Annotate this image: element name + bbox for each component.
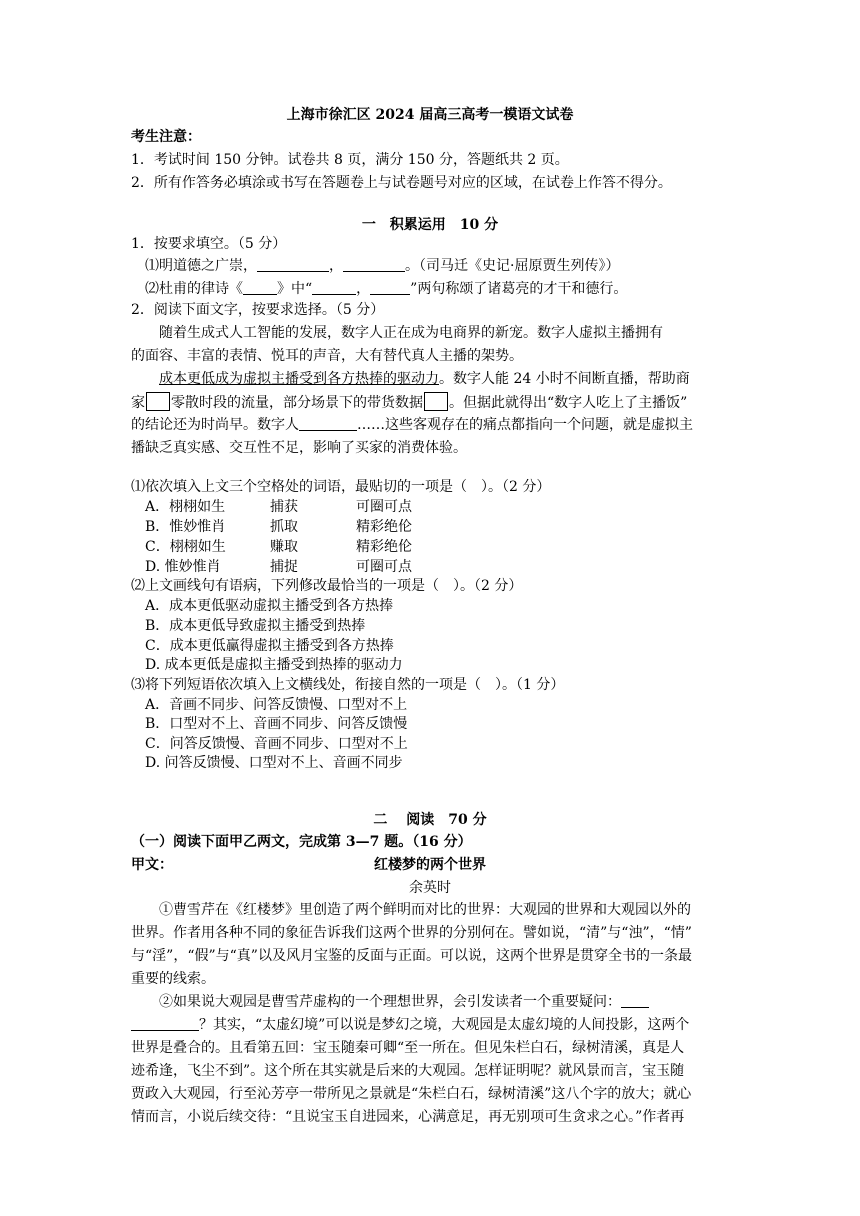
- passage-line: [159, 992, 649, 1012]
- author: 余英时: [409, 880, 451, 896]
- text-segment: ⑴明道德之广崇，: [145, 258, 257, 274]
- passage-line: 随着生成式人工智能的发展，数字人正在成为电商界的新宠。数字人虚拟主播拥有: [159, 325, 663, 341]
- option-row: [145, 517, 412, 537]
- option-word: 捕捉: [270, 559, 298, 575]
- answer-blank: [343, 257, 405, 272]
- passage-line: 世界。作者用各种不同的象征告诉我们这两个世界的分别何在。譬如说，“清”与“浊”，“情”: [131, 925, 692, 941]
- option-row: C．问答反馈慢、音画不同步、口型对不上: [145, 736, 408, 752]
- question-stem: 2．阅读下面文字，按要求选择。（5 分）: [131, 302, 385, 318]
- fill-blank-line: [145, 279, 627, 299]
- text-segment: ”两句称颂了诸葛亮的才干和德行。: [410, 281, 628, 297]
- option-row: D. 问答反馈慢、口型对不上、音画不同步: [145, 755, 403, 771]
- passage-line: [131, 392, 687, 413]
- option-word: 精彩绝伦: [356, 519, 412, 535]
- question-stem: 1．按要求填空。（5 分）: [131, 236, 287, 252]
- text-segment: 。（司马迁《史记·屈原贾生列传》）: [405, 258, 620, 274]
- fill-blank-line: [145, 256, 619, 276]
- passage-line: [159, 369, 690, 389]
- passage-line: 迹希逢，飞尘不到”。这个所在其实就是后来的大观园。怎样证明呢？就风景而言，宝玉随: [131, 1063, 685, 1079]
- answer-blank: [370, 280, 410, 295]
- part-heading: （一）阅读下面甲乙两文，完成第 3—7 题。（16 分）: [131, 834, 472, 850]
- option-row: [145, 497, 412, 517]
- option-row: [145, 557, 412, 577]
- notice-heading: 考生注意：: [131, 129, 201, 145]
- text-segment: 零散时段的流量，部分场景下的带货数据: [171, 395, 423, 411]
- text-segment: ，: [329, 258, 343, 274]
- text-segment: 。数字人能 24 小时不间断直播，帮助商: [439, 371, 690, 387]
- option-row: A．音画不同步、问答反馈慢、口型对不上: [145, 697, 408, 713]
- blank-box: [146, 392, 170, 411]
- section-heading: 二 阅读 70 分: [373, 812, 487, 828]
- option-row: B．成本更低导致虚拟主播受到热捧: [145, 618, 366, 634]
- option-word: A．栩栩如生: [145, 499, 226, 515]
- passage-line: 世界是叠合的。且看第五回：宝玉随秦可卿“至一所在。但见朱栏白石，绿树清溪，真是人: [131, 1040, 685, 1056]
- option-word: B．惟妙惟肖: [145, 519, 226, 535]
- subquestion-stem: ⑵上文画线句有语病，下列修改最恰当的一项是（ ）。（2 分）: [131, 578, 523, 594]
- option-word: 抓取: [270, 519, 298, 535]
- option-word: 赚取: [270, 539, 298, 555]
- passage-line: 情而言，小说后续交待：“且说宝玉自进园来，心满意足，再无别项可生贪求之心。”作者再: [131, 1109, 685, 1125]
- option-row: A．成本更低驱动虚拟主播受到各方热捧: [145, 598, 394, 614]
- answer-blank: [621, 993, 649, 1008]
- passage-line: 贾政入大观园，行至沁芳亭一带所见之景就是“朱栏白石，绿树清溪”这八个字的放大；就心: [131, 1086, 692, 1102]
- subquestion-stem: ⑶将下列短语依次填入上文横线处，衔接自然的一项是（ ）。（1 分）: [131, 677, 565, 693]
- blank-box: [424, 392, 448, 411]
- notice-item: 1．考试时间 150 分钟。试卷共 8 页，满分 150 分，答题纸共 2 页。: [131, 152, 569, 168]
- subquestion-stem: ⑴依次填入上文三个空格处的词语，最贴切的一项是（ ）。（2 分）: [131, 479, 551, 495]
- passage-line: 与“淫”，“假”与“真”以及风月宝鉴的反面与正面。可以说，这两个世界是贯穿全书的一条最: [131, 948, 692, 964]
- option-word: 精彩绝伦: [356, 539, 412, 555]
- passage-line: 的面容、丰富的表情、悦耳的声音，大有替代真人主播的架势。: [131, 348, 523, 364]
- option-row: C．成本更低赢得虚拟主播受到各方热捧: [145, 638, 394, 654]
- text-segment: 》中“: [277, 281, 313, 297]
- passage-line: 重要的线索。: [131, 971, 215, 987]
- text-segment: 家: [131, 395, 145, 411]
- option-word: 可圈可点: [356, 499, 412, 515]
- text-segment: ⑵杜甫的律诗《: [145, 281, 243, 297]
- underlined-sentence: 成本更低成为虚拟主播受到各方热捧的驱动力: [159, 371, 439, 387]
- option-word: 捕获: [270, 499, 298, 515]
- text-segment: ，: [356, 281, 371, 297]
- exam-title: 上海市徐汇区 2024 届高三高考一模语文试卷: [286, 107, 574, 123]
- option-row: D. 成本更低是虚拟主播受到热捧的驱动力: [145, 657, 403, 673]
- text-segment: ②如果说大观园是曹雪芹虚构的一个理想世界，会引发读者一个重要疑问：: [159, 994, 621, 1010]
- option-word: 可圈可点: [356, 559, 412, 575]
- text-segment: 。但据此就得出“数字人吃上了主播饭”: [449, 395, 688, 411]
- passage-line: [131, 415, 693, 435]
- passage-line: ①曹雪芹在《红楼梦》里创造了两个鲜明而对比的世界：大观园的世界和大观园以外的: [159, 902, 691, 918]
- option-row: [145, 537, 412, 557]
- answer-blank: [131, 1016, 199, 1031]
- answer-blank: [299, 416, 357, 431]
- answer-blank: [243, 280, 277, 295]
- option-word: C．栩栩如生: [145, 539, 226, 555]
- text-title: 红楼梦的两个世界: [374, 857, 486, 873]
- text-segment: ……这些客观存在的痛点都指向一个问题，就是虚拟主: [357, 417, 693, 433]
- passage-line: 播缺乏真实感、交互性不足，影响了买家的消费体验。: [131, 440, 467, 456]
- section-heading: 一 积累运用 10 分: [361, 217, 499, 233]
- text-segment: 的结论还为时尚早。数字人: [131, 417, 299, 433]
- answer-blank: [257, 257, 329, 272]
- option-row: B．口型对不上、音画不同步、问答反馈慢: [145, 716, 408, 732]
- text-label: 甲文：: [131, 857, 173, 873]
- passage-line: [131, 1015, 689, 1035]
- answer-blank: [312, 280, 356, 295]
- text-segment: ？其实，“太虚幻境”可以说是梦幻之境，大观园是太虚幻境的人间投影，这两个: [199, 1017, 690, 1033]
- notice-item: 2．所有作答务必填涂或书写在答题卷上与试卷题号对应的区域，在试卷上作答不得分。: [131, 175, 672, 191]
- option-word: D. 惟妙惟肖: [145, 559, 221, 575]
